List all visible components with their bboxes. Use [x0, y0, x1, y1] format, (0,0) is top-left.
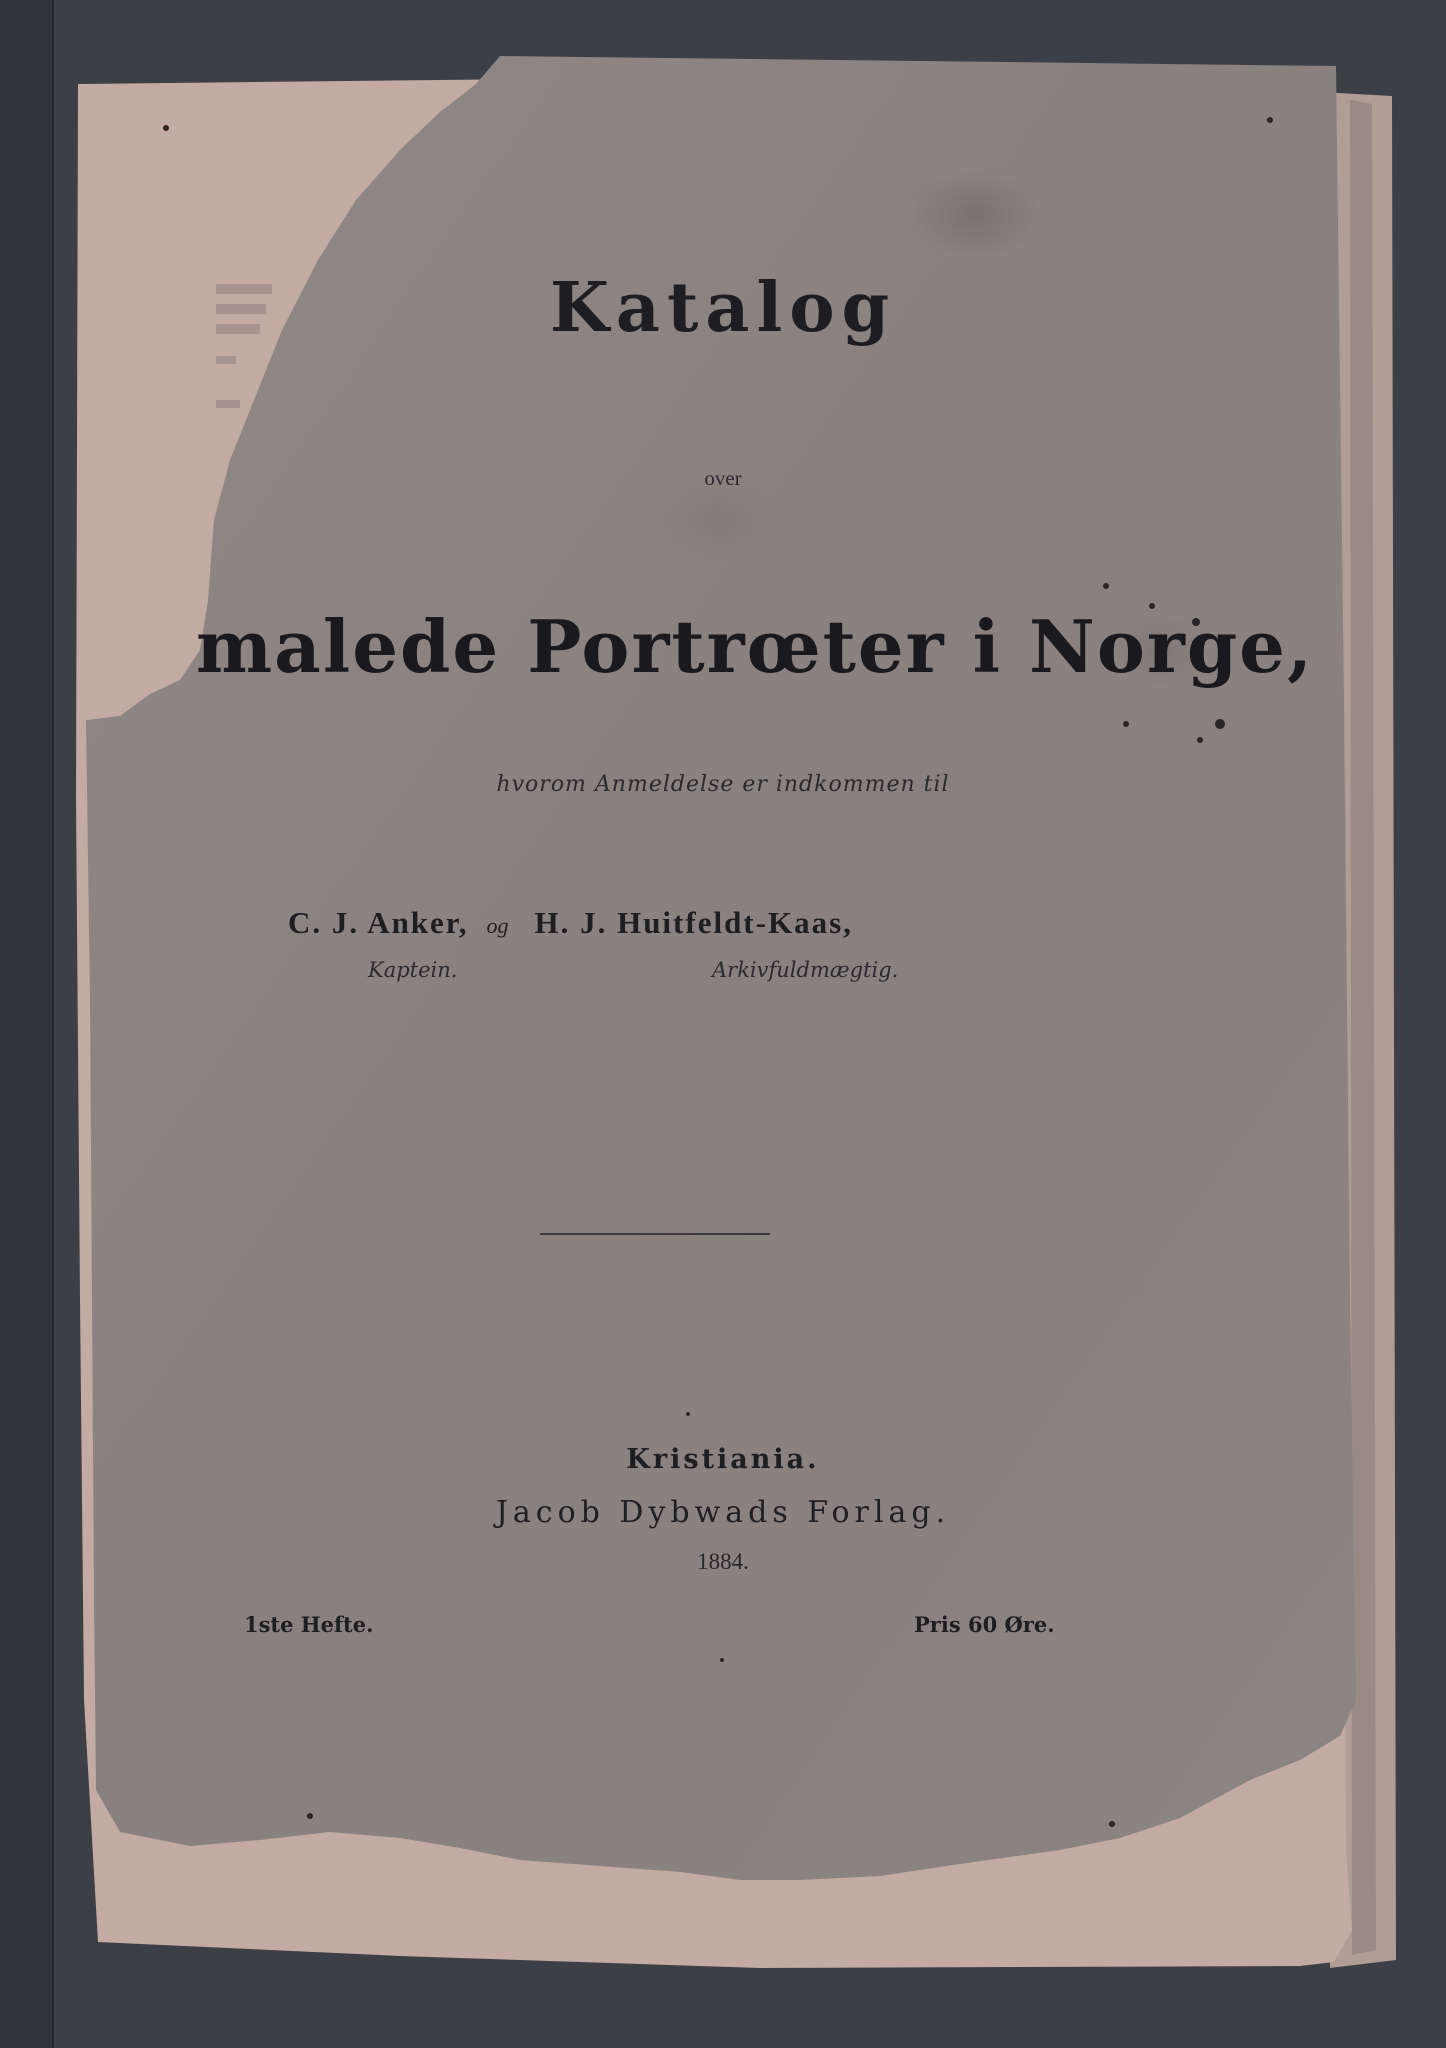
- subtitle-clause: hvorom Anmeldelse er indkommen til: [496, 772, 950, 797]
- imprint-year: 1884.: [697, 1549, 749, 1574]
- author-2-name: H. J. Huitfeldt-Kaas,: [534, 905, 853, 940]
- price-label: Pris 60 Øre.: [914, 1612, 1055, 1637]
- subject-heading: malede Portrœter i Norge,: [196, 604, 1315, 689]
- author-1-name: C. J. Anker,: [288, 905, 469, 940]
- over-word: over: [704, 466, 742, 490]
- catalog-title: Katalog: [549, 268, 897, 348]
- issue-number: 1ste Hefte.: [244, 1612, 374, 1637]
- author-2-role: Arkivfuldmægtig.: [712, 958, 899, 982]
- imprint-city: Kristiania.: [626, 1444, 820, 1475]
- conjunction: og: [486, 913, 509, 938]
- authors-line: [288, 905, 853, 941]
- imprint-publisher: Jacob Dybwads Forlag.: [495, 1495, 951, 1530]
- author-1-role: Kaptein.: [368, 958, 458, 982]
- divider-rule: [540, 1233, 770, 1235]
